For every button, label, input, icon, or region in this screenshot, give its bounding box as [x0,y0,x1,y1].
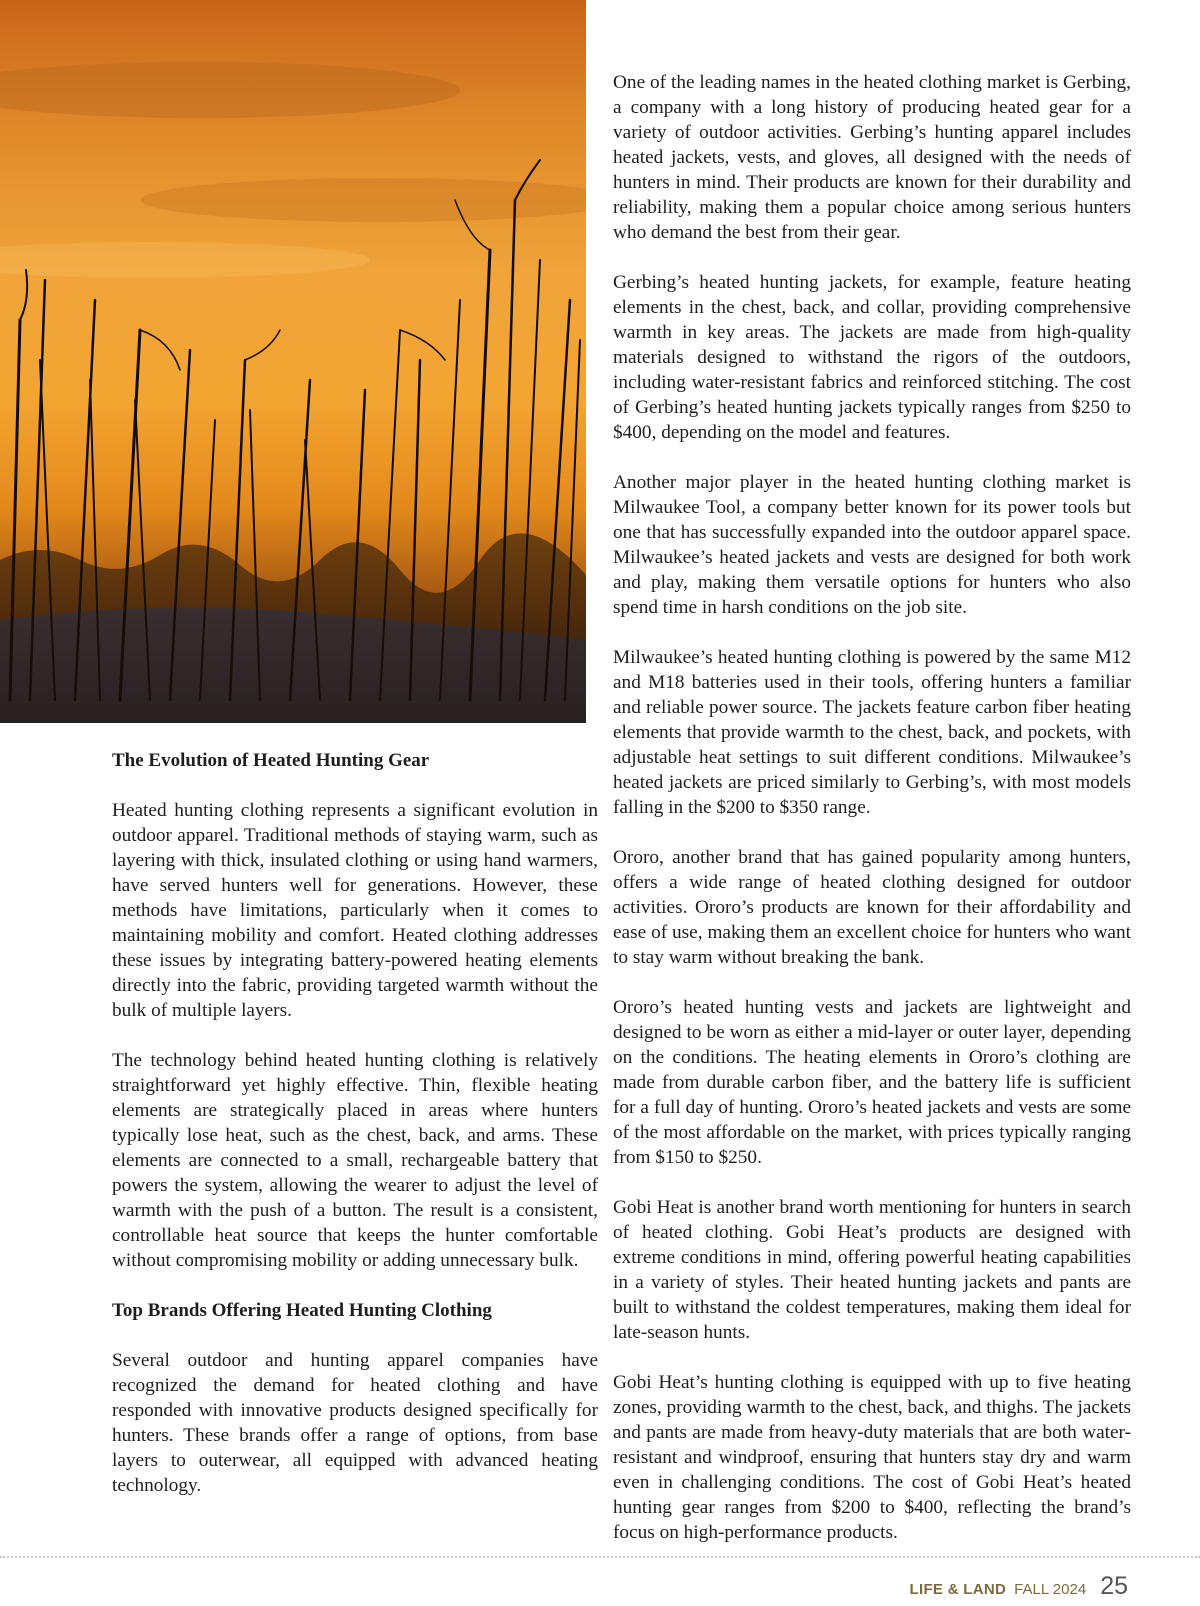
paragraph: Milwaukee’s heated hunting clothing is powered by the same M12 and M18 batteries used in their tools, offering hunters a familiar and reliable power source. The jackets feature carbon fiber heating elements that provide warmth to the chest, back, and pockets, with adjustable heat settings to suit different conditions. Milwaukee’s heated jackets are priced similarly to Gerbing’s, with most models falling in the $200 to $350 range. [613,647,1131,818]
section-heading-top-brands: Top Brands Offering Heated Hunting Clothing [112,1300,492,1321]
paragraph: Ororo, another brand that has gained popularity among hunters, offers a wide range of heated clothing designed for outdoor activities. Ororo’s products are known for their affordability and ease of use, making them an excellent choice for hunters who want to stay warm without breaking the bank. [613,847,1131,968]
issue-label: FALL 2024 [1014,1581,1087,1598]
section-heading-evolution: The Evolution of Heated Hunting Gear [112,750,430,771]
sunset-reeds-photo [0,0,586,723]
page-number: 25 [1100,1572,1128,1600]
left-column [112,748,598,1523]
paragraph: The technology behind heated hunting clothing is relatively straightforward yet highly effective. Thin, flexible heating elements are strategically placed in areas where hunters typically lose heat, such as the chest, back, and arms. These elements are connected to a small, rechargeable battery that powers the system, allowing the wearer to adjust the level of warmth with the push of a button. The result is a consistent, controllable heat source that keeps the hunter comfortable without compromising mobility or adding unnecessary bulk. [112,1050,598,1271]
footer-divider [0,1556,1200,1558]
paragraph: Gobi Heat is another brand worth mentioning for hunters in search of heated clothing. Gobi Heat’s products are designed with extreme conditions in mind, offering powerful heating capabilities in a variety of styles. Their heated hunting jackets and pants are built to withstand the coldest temperatures, making them ideal for late-season hunts. [613,1197,1131,1343]
paragraph: Ororo’s heated hunting vests and jackets are lightweight and designed to be worn as either a mid-layer or outer layer, depending on the conditions. The heating elements in Ororo’s clothing are made from durable carbon fiber, and the battery life is sufficient for a full day of hunting. Ororo’s heated jackets and vests are some of the most affordable on the market, with prices typically ranging from $150 to $250. [613,997,1131,1168]
right-column [613,70,1131,1570]
paragraph: Heated hunting clothing represents a significant evolution in outdoor apparel. Traditional methods of staying warm, such as layering with thick, insulated clothing or using hand warmers, have served hunters well for generations. However, these methods have limitations, particularly when it comes to maintaining mobility and comfort. Heated clothing addresses these issues by integrating battery-powered heating elements directly into the fabric, providing targeted warmth without the bulk of multiple layers. [112,800,598,1021]
publication-name: LIFE & LAND [909,1581,1007,1598]
paragraph: Gobi Heat’s hunting clothing is equipped with up to five heating zones, providing warmth to the chest, back, and thighs. The jackets and pants are made from heavy-duty materials that are both water-resistant and windproof, ensuring that hunters stay dry and warm even in challenging conditions. The cost of Gobi Heat’s heated hunting gear ranges from $200 to $400, reflecting the brand’s focus on high-performance products. [613,1372,1131,1543]
paragraph: Several outdoor and hunting apparel companies have recognized the demand for heated clothing and have responded with innovative products designed specifically for hunters. These brands offer a range of options, from base layers to outerwear, all equipped with advanced heating technology. [112,1350,598,1496]
paragraph: One of the leading names in the heated clothing market is Gerbing, a company with a long history of producing heated gear for a variety of outdoor activities. Gerbing’s hunting apparel includes heated jackets, vests, and gloves, all designed with the needs of hunters in mind. Their products are known for their durability and reliability, making them a popular choice among serious hunters who demand the best from their gear. [613,72,1131,243]
sunset-reeds-photo-icon [0,0,586,723]
paragraph: Another major player in the heated hunting clothing market is Milwaukee Tool, a company better known for its power tools but one that has successfully expanded into the outdoor apparel space. Milwaukee’s heated jackets and vests are designed for both work and play, making them versatile options for hunters who also spend time in harsh conditions on the job site. [613,472,1131,618]
page-footer [910,1572,1128,1602]
paragraph: Gerbing’s heated hunting jackets, for example, feature heating elements in the chest, back, and collar, providing comprehensive warmth in key areas. The jackets are made from high-quality materials designed to withstand the rigors of the outdoors, including water-resistant fabrics and reinforced stitching. The cost of Gerbing’s heated hunting jackets typically ranges from $250 to $400, depending on the model and features. [613,272,1131,443]
